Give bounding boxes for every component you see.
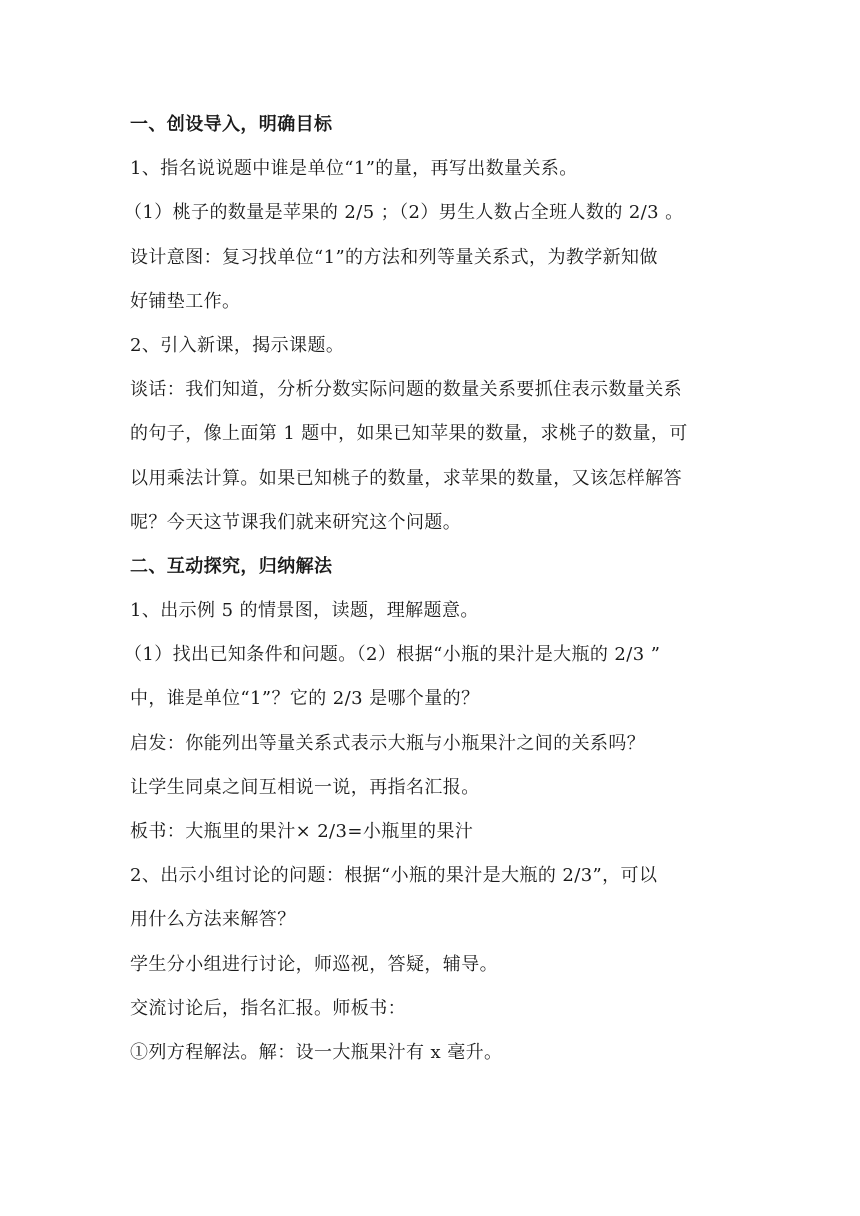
paragraph-line: 好铺垫工作。	[130, 290, 241, 312]
paragraph-line: 用什么方法来解答？	[130, 909, 296, 931]
document-body	[124, 112, 740, 1084]
paragraph-line: 2、出示小组讨论的问题：根据“小瓶的果汁是大瓶的 2/3”，可以	[130, 865, 658, 887]
paragraph-line: 启发：你能列出等量关系式表示大瓶与小瓶果汁之间的关系吗？	[130, 732, 646, 754]
paragraph-line: 设计意图：复习找单位“1”的方法和列等量关系式，为教学新知做	[130, 246, 658, 268]
paragraph-line: 呢？今天这节课我们就来研究这个问题。	[130, 511, 462, 533]
paragraph-line: 交流讨论后，指名汇报。师板书：	[130, 997, 406, 1019]
paragraph-line: 1、指名说说题中谁是单位“1”的量，再写出数量关系。	[130, 158, 578, 180]
paragraph-line: 1、出示例 5 的情景图，读题，理解题意。	[130, 600, 479, 622]
paragraph-line: 学生分小组进行讨论，师巡视，答疑，辅导。	[130, 953, 498, 975]
paragraph-line: 中，谁是单位“1”？它的 2/3 是哪个量的？	[130, 688, 480, 710]
paragraph-line: 以用乘法计算。如果已知桃子的数量，求苹果的数量，又该怎样解答	[130, 467, 682, 489]
paragraph-line: （1）桃子的数量是苹果的 2/5 ；（2）男生人数占全班人数的 2/3 。	[124, 202, 684, 224]
paragraph-line: （1）找出已知条件和问题。（2）根据“小瓶的果汁是大瓶的 2/3 ”	[124, 644, 661, 666]
section-heading-2: 二、互动探究，归纳解法	[130, 555, 333, 577]
section-heading-1: 一、创设导入，明确目标	[130, 114, 333, 135]
paragraph-line: 谈话：我们知道，分析分数实际问题的数量关系要抓住表示数量关系	[130, 379, 682, 401]
paragraph-line: 2、引入新课，揭示课题。	[130, 334, 345, 356]
paragraph-line: 让学生同桌之间互相说一说，再指名汇报。	[130, 776, 480, 798]
paragraph-line: 的句子，像上面第 1 题中，如果已知苹果的数量，求桃子的数量，可	[130, 423, 688, 445]
paragraph-line: ①列方程解法。解：设一大瓶果汁有 x 毫升。	[130, 1041, 503, 1063]
paragraph-line: 板书：大瓶里的果汁× 2/3=小瓶里的果汁	[130, 821, 474, 842]
